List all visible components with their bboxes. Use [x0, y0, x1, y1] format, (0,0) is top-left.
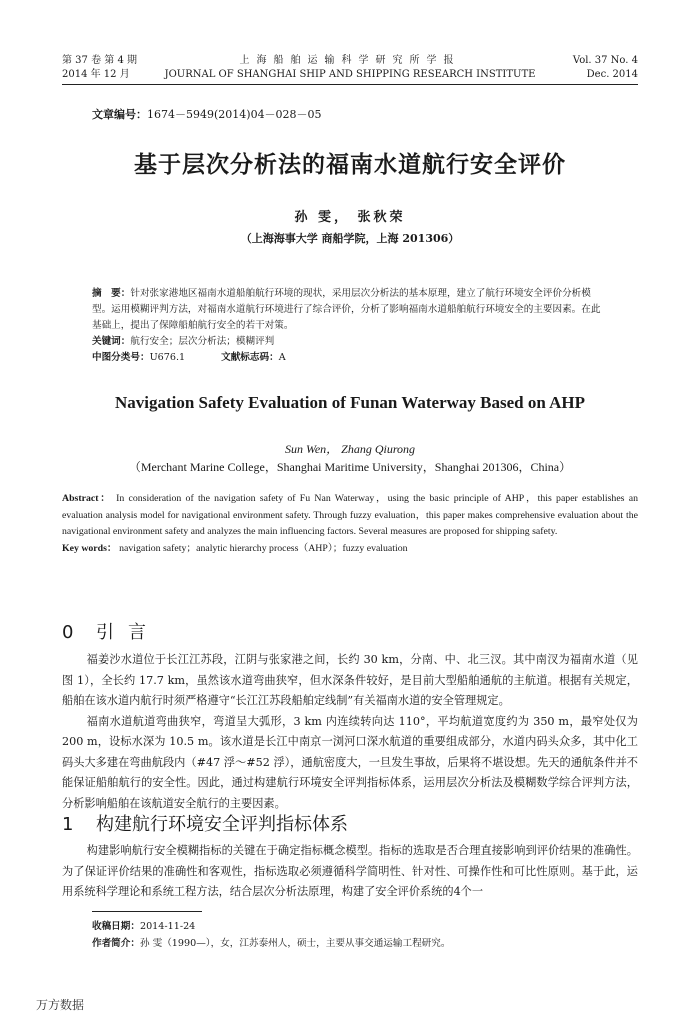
bio-label: 作者简介： [92, 938, 140, 949]
section-0-heading [62, 618, 160, 644]
clc-value: U676.1 [149, 352, 186, 363]
keywords-en-label: Key words： [62, 542, 117, 554]
section-0-body [62, 650, 638, 814]
header-journal-en: JOURNAL OF SHANGHAI SHIP AND SHIPPING RESEARCH INSTITUTE [164, 69, 536, 80]
abstract-cn-label: 摘 要： [92, 288, 131, 299]
abstract-en-body [62, 491, 638, 541]
paragraph: 福南水道航道弯曲狭窄，弯道呈大弧形，3 km 内连续转向达 110°，平均航道宽度约为 350 m，最窄处仅为200 m，设标水深为 10.5 m。该水道是长江中南京一浏河口深水航道的重要组成部分，水道内码头众多，其中化工码头大多建在弯曲航段内（#47 浮～#52 浮），通航密度大，一旦发生事故，后果将不堪设想。先天的通航条件并不能保证船舶航行的安全性。因此，通过构建航行环境安全评判指标体系，运用层次分析法及模糊数学综合评判方法，分析影响船舶在该航道安全航行的主要因素。 [62, 714, 638, 810]
received-date [92, 918, 638, 935]
running-header [62, 54, 638, 84]
bio-text: 孙 雯（1990—），女，江苏泰州人，硕士，主要从事交通运输工程研究。 [139, 938, 451, 949]
article-number-value: 1674－5949(2014)04－028－05 [147, 108, 322, 121]
paragraph: 福姜沙水道位于长江江苏段，江阴与张家港之间，长约 30 km，分南、中、北三汊。其中南汊为福南水道（见图 1），全长约 17.7 km，虽然该水道弯曲狭窄，但水深条件较好，是目前大型船舶通航的主航道。根据有关规定，船舶在该水道内航行时须严格遵守“长江江苏段船舶定线制”有关福南水道的安全管理规定。 [62, 653, 638, 707]
paragraph: 构建影响航行安全模糊指标的关键在于确定指标概念模型。指标的选取是否合理直接影响到评价结果的准确性。为了保证评价结果的准确性和客观性，指标选取必须遵循科学简明性、针对性、可操作性和可比性原则。基于此，运用系统科学理论和系统工程方法，结合层次分析法原理，构建了安全评价系统的4个一 [62, 844, 638, 898]
abstract-en-label: Abstract： [62, 493, 112, 504]
abstract-cn [92, 286, 610, 366]
section-0-number: 0 [62, 622, 74, 643]
article-number [92, 106, 322, 122]
section-1-title: 构建航行环境安全评判指标体系 [96, 814, 348, 835]
classification [92, 350, 610, 366]
header-issue-en [573, 54, 638, 82]
keywords-cn [92, 334, 610, 350]
doc-code-value: A [278, 352, 286, 363]
section-1-heading [62, 810, 348, 836]
abstract-en-text: In consideration of the navigation safety of Fu Nan Waterway，using the basic principle of AHP，this paper establishes an evaluation analysis model for navigational environment safety. Through fuzzy evaluation，this paper makes comprehensive evaluation about the navigational environment safety and analyzes the main influencing factors. Several measures are proposed for shipping safety. [62, 493, 638, 537]
header-date-en: Dec. 2014 [586, 69, 638, 80]
keywords-en [62, 541, 638, 558]
title-en: Navigation Safety Evaluation of Funan Waterway Based on AHP [114, 393, 586, 412]
clc-label: 中图分类号： [92, 352, 150, 363]
keywords-cn-label: 关键词： [92, 336, 131, 347]
footnote-divider [92, 911, 202, 912]
abstract-cn-body [92, 286, 610, 334]
footnote [92, 918, 638, 952]
header-journal [62, 54, 638, 82]
received-label: 收稿日期： [92, 921, 140, 932]
affiliation-en: （Merchant Marine College，Shanghai Maritime University，Shanghai 201306，China） [128, 460, 572, 474]
header-vol-en: Vol. 37 No. 4 [572, 55, 638, 66]
abstract-cn-text: 针对张家港地区福南水道船舶航行环境的现状，采用层次分析法的基本原理，建立了航行环境安全评价分析模型。运用模糊评判方法，对福南水道航行环境进行了综合评价，分析了影响福南水道船舶航行环境安全的主要因素。在此基础上，提出了保障船舶航行安全的若干对策。 [92, 288, 601, 331]
source-watermark: 万方数据 [36, 998, 85, 1012]
keywords-cn-text: 航行安全；层次分析法；模糊评判 [130, 336, 275, 347]
affiliation-cn: （上海海事大学 商船学院，上海 201306） [240, 232, 460, 245]
header-volume: 第 37 卷 第 4 期 [62, 55, 137, 66]
header-journal-cn: 上海船舶运输科学研究所学报 [239, 55, 461, 66]
header-date-cn: 2014 年 12 月 [62, 69, 130, 80]
header-divider [62, 84, 638, 85]
authors-en: Sun Wen， Zhang Qiurong [284, 442, 416, 456]
received-value: 2014-11-24 [139, 921, 196, 932]
section-1-number: 1 [62, 814, 74, 835]
article-number-label: 文章编号： [92, 108, 147, 121]
authors-cn: 孙 雯， 张秋荣 [294, 210, 406, 225]
keywords-en-text: navigation safety；analytic hierarchy process（AHP）；fuzzy evaluation [119, 542, 408, 554]
title-cn: 基于层次分析法的福南水道航行安全评价 [134, 152, 566, 178]
author-bio [92, 935, 638, 952]
doc-code-label: 文献标志码： [221, 352, 279, 363]
section-1-body [62, 841, 638, 903]
abstract-en [62, 491, 638, 557]
section-0-title: 引言 [96, 622, 160, 643]
